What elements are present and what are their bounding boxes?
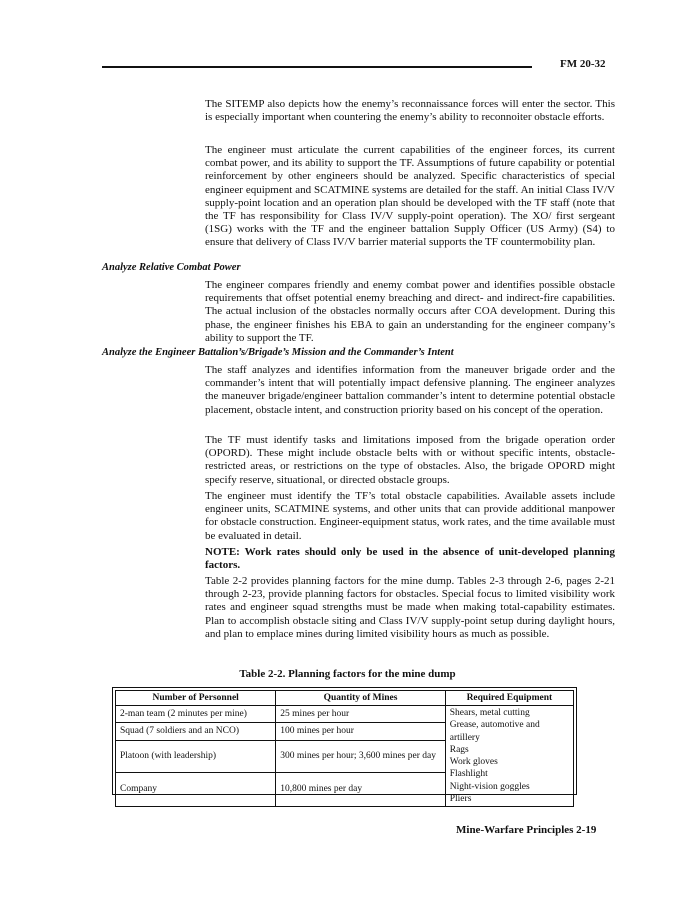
cell-mines: 10,800 mines per day bbox=[276, 772, 445, 807]
paragraph-text: The engineer must articulate the current capabilities of the engineer forces, its current combat power, and its ability to support the TF. Assumptions of future capability or potential reinforcement by other engineers should be analyzed. Specific characteristics of special engineer equipment and SCATMINE systems are detailed for the staff. An initial Class IV/V supply-point location and an operation plan should be developed with the TF staff (note that the TF has responsibility for Class IV/V supply-point operation). The XO/ first sergeant (1SG) works with the TF and the engineer battalion Supply Officer (US Army) (S4) to ensure that delivery of Class IV/V barrier material supports the TF countermobility plan. bbox=[205, 144, 615, 249]
column-header-personnel: Number of Personnel bbox=[116, 691, 276, 706]
section-heading-combat-power: Analyze Relative Combat Power bbox=[102, 262, 241, 273]
paragraph-text: Table 2-2 provides planning factors for the mine dump. Tables 2-3 through 2-6, pages 2-21 through 2-23, provide planning factors for obstacles. Special focus to limited visibility work rates and engineer squad strengths must be made when making total-capability estimates. Plan to accomplish obstacle siting and Class IV/V supply-point setup during daylight hours, and plan to emplace mines during limited visibility hours as much as possible. bbox=[205, 575, 615, 640]
equipment-item: Shears, metal cutting bbox=[449, 708, 530, 718]
column-header-equipment: Required Equipment bbox=[445, 691, 573, 706]
table-header-row bbox=[116, 691, 574, 706]
equipment-item: Flashlight bbox=[449, 769, 488, 780]
paragraph-text: The engineer compares friendly and enemy combat power and identifies possible obstacle requirements that offset potential enemy breaching and direct- and indirect-fire capabilities. The actual inclusion of the obstacles normally occurs after COA development. During this phase, the engineer finishes his EBA to gain an understanding for the engineer company’s ability to support the TF. bbox=[205, 279, 615, 344]
paragraph-combat-power bbox=[205, 279, 615, 345]
cell-personnel: Company bbox=[116, 772, 276, 807]
cell-mines: 300 mines per hour; 3,600 mines per day bbox=[276, 740, 445, 772]
cell-personnel: Platoon (with leadership) bbox=[116, 740, 276, 772]
equipment-item: Work gloves bbox=[449, 757, 498, 768]
page-footer: Mine-Warfare Principles 2-19 bbox=[456, 824, 597, 836]
cell-mines: 100 mines per hour bbox=[276, 723, 445, 740]
paragraph-engineer-capabilities bbox=[205, 144, 615, 250]
paragraph-tf-tasks bbox=[205, 434, 615, 487]
table bbox=[115, 690, 574, 807]
paragraph-sitemp bbox=[205, 98, 615, 124]
paragraph-text: The staff analyzes and identifies information from the maneuver brigade order and the commander’s intent that will potentially impact defensive planning. The engineer analyzes the maneuver brigade/engineer battalion commander’s intent to determine potential obstacle placement, obstacle intent, and construction priority based on his concept of the operation. bbox=[205, 364, 615, 416]
paragraph-text: The SITEMP also depicts how the enemy’s reconnaissance forces will enter the sector. This is especially important when countering the enemy’s ability to reconnoiter obstacle efforts. bbox=[205, 98, 615, 124]
equipment-item: Night-vision goggles bbox=[449, 781, 530, 792]
section-heading-mission-intent: Analyze the Engineer Battalion’s/Brigade’s Mission and the Commander’s Intent bbox=[102, 347, 454, 358]
equipment-item: Grease, automotive and artillery bbox=[449, 720, 540, 743]
equipment-item: Rags bbox=[449, 744, 469, 755]
table-row bbox=[116, 706, 574, 723]
paragraph-text: The TF must identify tasks and limitations imposed from the brigade operation order (OPORD). These might include obstacle belts with or without specific intents, obstacle-restricted areas, or restrictions on the type of obstacles. Also, the brigade OPORD might specify reserve, situational, or directed obstacle groups. bbox=[205, 434, 615, 486]
paragraph-obstacle-capabilities bbox=[205, 490, 615, 543]
paragraph-text: The engineer must identify the TF’s total obstacle capabilities. Available assets include engineer units, SCATMINE systems, and other units that can provide additional manpower for obstacle construction. Engineer-equipment status, work rates, and the time available must be evaluated in detail. bbox=[205, 490, 615, 542]
note-text: NOTE: Work rates should only be used in the absence of unit-developed planning factors. bbox=[205, 546, 615, 572]
equipment-item: Pliers bbox=[449, 794, 472, 805]
paragraph-planning-factors bbox=[205, 575, 615, 641]
note-work-rates bbox=[205, 546, 615, 572]
paragraph-staff-analysis bbox=[205, 364, 615, 417]
cell-equipment-list bbox=[445, 706, 573, 807]
cell-personnel: Squad (7 soldiers and an NCO) bbox=[116, 723, 276, 740]
cell-mines: 25 mines per hour bbox=[276, 706, 445, 723]
cell-personnel: 2-man team (2 minutes per mine) bbox=[116, 706, 276, 723]
manual-code: FM 20-32 bbox=[560, 58, 606, 70]
header-rule bbox=[102, 66, 532, 68]
planning-factors-table bbox=[112, 687, 577, 805]
column-header-mines: Quantity of Mines bbox=[276, 691, 445, 706]
table-caption: Table 2-2. Planning factors for the mine dump bbox=[239, 668, 456, 680]
